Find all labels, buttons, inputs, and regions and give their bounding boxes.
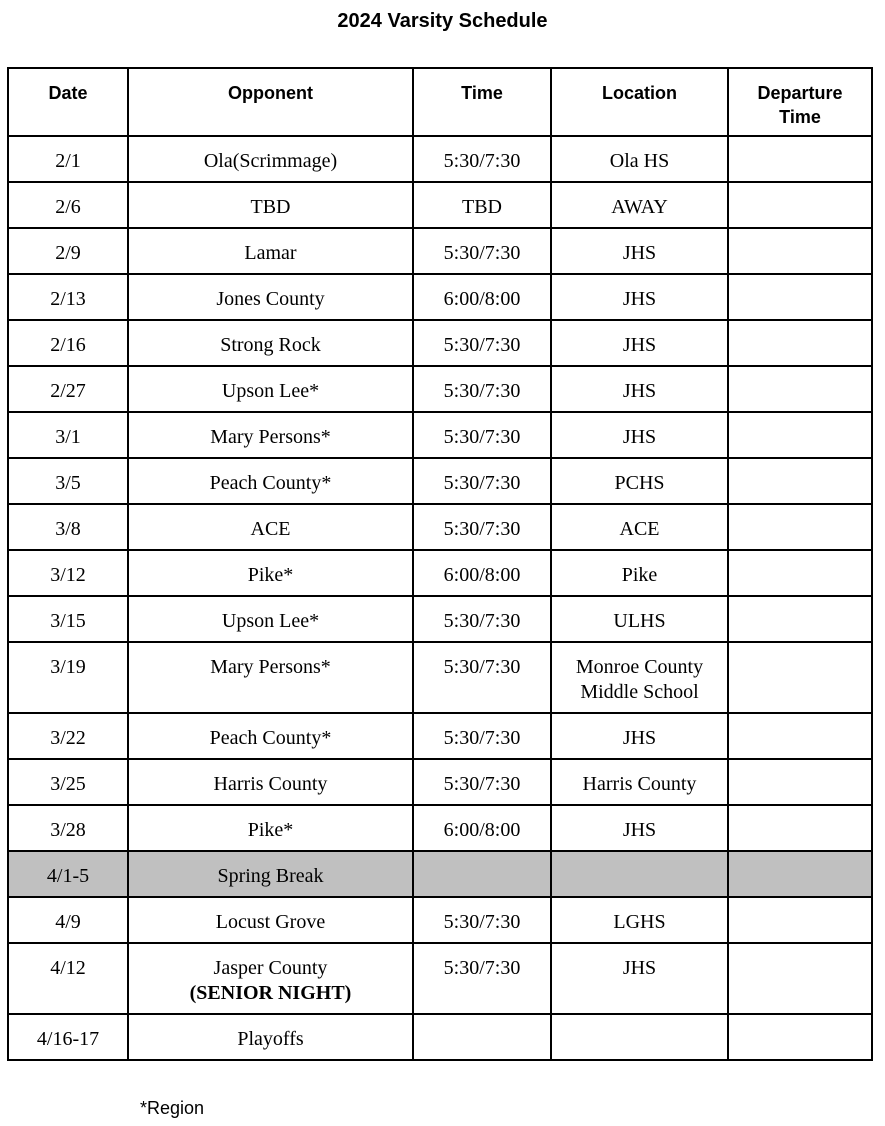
- table-row: [8, 1014, 872, 1060]
- cell-location: [551, 851, 728, 897]
- cell-opponent: TBD: [128, 182, 413, 228]
- cell-departure: [728, 550, 872, 596]
- cell-time: 5:30/7:30: [413, 759, 551, 805]
- footnote-region: *Region: [140, 1098, 205, 1118]
- cell-departure: [728, 228, 872, 274]
- table-row: [8, 320, 872, 366]
- cell-location: Harris County: [551, 759, 728, 805]
- cell-time: 6:00/8:00: [413, 274, 551, 320]
- cell-date: 3/8: [8, 504, 128, 550]
- table-row: [8, 943, 872, 1014]
- cell-date: 4/12: [8, 943, 128, 1014]
- cell-date: 2/27: [8, 366, 128, 412]
- table-row: [8, 366, 872, 412]
- location-line-1: Monroe County: [575, 656, 704, 678]
- cell-departure: [728, 504, 872, 550]
- table-row: [8, 759, 872, 805]
- cell-departure: [728, 759, 872, 805]
- cell-date: 2/9: [8, 228, 128, 274]
- cell-location: Pike: [551, 550, 728, 596]
- cell-departure: [728, 897, 872, 943]
- cell-opponent: Strong Rock: [128, 320, 413, 366]
- cell-departure: [728, 851, 872, 897]
- cell-location: [551, 1014, 728, 1060]
- table-row: [8, 642, 872, 713]
- cell-opponent: Spring Break: [128, 851, 413, 897]
- cell-date: 3/1: [8, 412, 128, 458]
- cell-departure: [728, 713, 872, 759]
- cell-departure: [728, 274, 872, 320]
- cell-time: [413, 1014, 551, 1060]
- cell-location: JHS: [551, 228, 728, 274]
- table-row: [8, 228, 872, 274]
- cell-date: 3/12: [8, 550, 128, 596]
- cell-location: JHS: [551, 320, 728, 366]
- header-location: Location: [551, 68, 728, 136]
- cell-opponent: Jones County: [128, 274, 413, 320]
- cell-time: 5:30/7:30: [413, 642, 551, 713]
- cell-opponent: Ola(Scrimmage): [128, 136, 413, 182]
- table-row: [8, 412, 872, 458]
- cell-location: Ola HS: [551, 136, 728, 182]
- cell-date: 3/22: [8, 713, 128, 759]
- cell-location: PCHS: [551, 458, 728, 504]
- header-departure: Departure Time: [728, 68, 872, 136]
- cell-opponent: Upson Lee*: [128, 596, 413, 642]
- cell-time: 5:30/7:30: [413, 504, 551, 550]
- cell-location: JHS: [551, 274, 728, 320]
- senior-night-label: (SENIOR NIGHT): [189, 982, 352, 1004]
- cell-date: 4/16-17: [8, 1014, 128, 1060]
- cell-departure: [728, 458, 872, 504]
- cell-time: 5:30/7:30: [413, 366, 551, 412]
- cell-opponent: [128, 943, 413, 1014]
- cell-time: 6:00/8:00: [413, 805, 551, 851]
- cell-location: JHS: [551, 943, 728, 1014]
- cell-departure: [728, 596, 872, 642]
- location-line-2: Middle School: [580, 681, 699, 703]
- cell-opponent: Pike*: [128, 805, 413, 851]
- cell-date: 2/1: [8, 136, 128, 182]
- cell-time: 5:30/7:30: [413, 320, 551, 366]
- cell-time: 5:30/7:30: [413, 713, 551, 759]
- cell-time: 5:30/7:30: [413, 596, 551, 642]
- cell-opponent: Upson Lee*: [128, 366, 413, 412]
- cell-time: 5:30/7:30: [413, 412, 551, 458]
- cell-opponent: Mary Persons*: [128, 642, 413, 713]
- cell-time: TBD: [413, 182, 551, 228]
- header-date: Date: [8, 68, 128, 136]
- cell-location: JHS: [551, 412, 728, 458]
- schedule-table: [7, 67, 873, 1061]
- cell-date: 4/9: [8, 897, 128, 943]
- cell-date: 4/1-5: [8, 851, 128, 897]
- cell-opponent: Peach County*: [128, 458, 413, 504]
- cell-opponent: Harris County: [128, 759, 413, 805]
- cell-location: LGHS: [551, 897, 728, 943]
- cell-departure: [728, 943, 872, 1014]
- cell-departure: [728, 182, 872, 228]
- cell-date: 2/16: [8, 320, 128, 366]
- cell-date: 2/6: [8, 182, 128, 228]
- table-row: [8, 596, 872, 642]
- cell-location: JHS: [551, 366, 728, 412]
- page-title: 2024 Varsity Schedule: [337, 10, 548, 32]
- table-row: [8, 136, 872, 182]
- cell-departure: [728, 412, 872, 458]
- cell-time: 5:30/7:30: [413, 228, 551, 274]
- cell-date: 2/13: [8, 274, 128, 320]
- table-row: [8, 274, 872, 320]
- header-opponent: Opponent: [128, 68, 413, 136]
- table-row: [8, 805, 872, 851]
- cell-date: 3/25: [8, 759, 128, 805]
- cell-time: 5:30/7:30: [413, 943, 551, 1014]
- cell-time: 6:00/8:00: [413, 550, 551, 596]
- cell-date: 3/5: [8, 458, 128, 504]
- cell-departure: [728, 136, 872, 182]
- cell-date: 3/19: [8, 642, 128, 713]
- cell-location: AWAY: [551, 182, 728, 228]
- cell-opponent: ACE: [128, 504, 413, 550]
- cell-departure: [728, 1014, 872, 1060]
- cell-opponent: Playoffs: [128, 1014, 413, 1060]
- cell-time: 5:30/7:30: [413, 136, 551, 182]
- cell-opponent: Peach County*: [128, 713, 413, 759]
- header-row: [8, 68, 872, 136]
- cell-time: 5:30/7:30: [413, 458, 551, 504]
- cell-location: ULHS: [551, 596, 728, 642]
- cell-location: ACE: [551, 504, 728, 550]
- cell-opponent: Pike*: [128, 550, 413, 596]
- cell-departure: [728, 642, 872, 713]
- cell-location: JHS: [551, 805, 728, 851]
- cell-opponent: Lamar: [128, 228, 413, 274]
- header-time: Time: [413, 68, 551, 136]
- cell-location: JHS: [551, 713, 728, 759]
- table-row: [8, 458, 872, 504]
- cell-location: [551, 642, 728, 713]
- table-row: [8, 713, 872, 759]
- cell-opponent: Mary Persons*: [128, 412, 413, 458]
- cell-departure: [728, 366, 872, 412]
- cell-time: 5:30/7:30: [413, 897, 551, 943]
- cell-opponent: Locust Grove: [128, 897, 413, 943]
- cell-departure: [728, 320, 872, 366]
- cell-date: 3/28: [8, 805, 128, 851]
- table-row: [8, 897, 872, 943]
- cell-time: [413, 851, 551, 897]
- cell-departure: [728, 805, 872, 851]
- opponent-line-1: Jasper County: [213, 957, 328, 979]
- table-row-spring-break: [8, 851, 872, 897]
- table-row: [8, 504, 872, 550]
- cell-date: 3/15: [8, 596, 128, 642]
- table-row: [8, 182, 872, 228]
- table-row: [8, 550, 872, 596]
